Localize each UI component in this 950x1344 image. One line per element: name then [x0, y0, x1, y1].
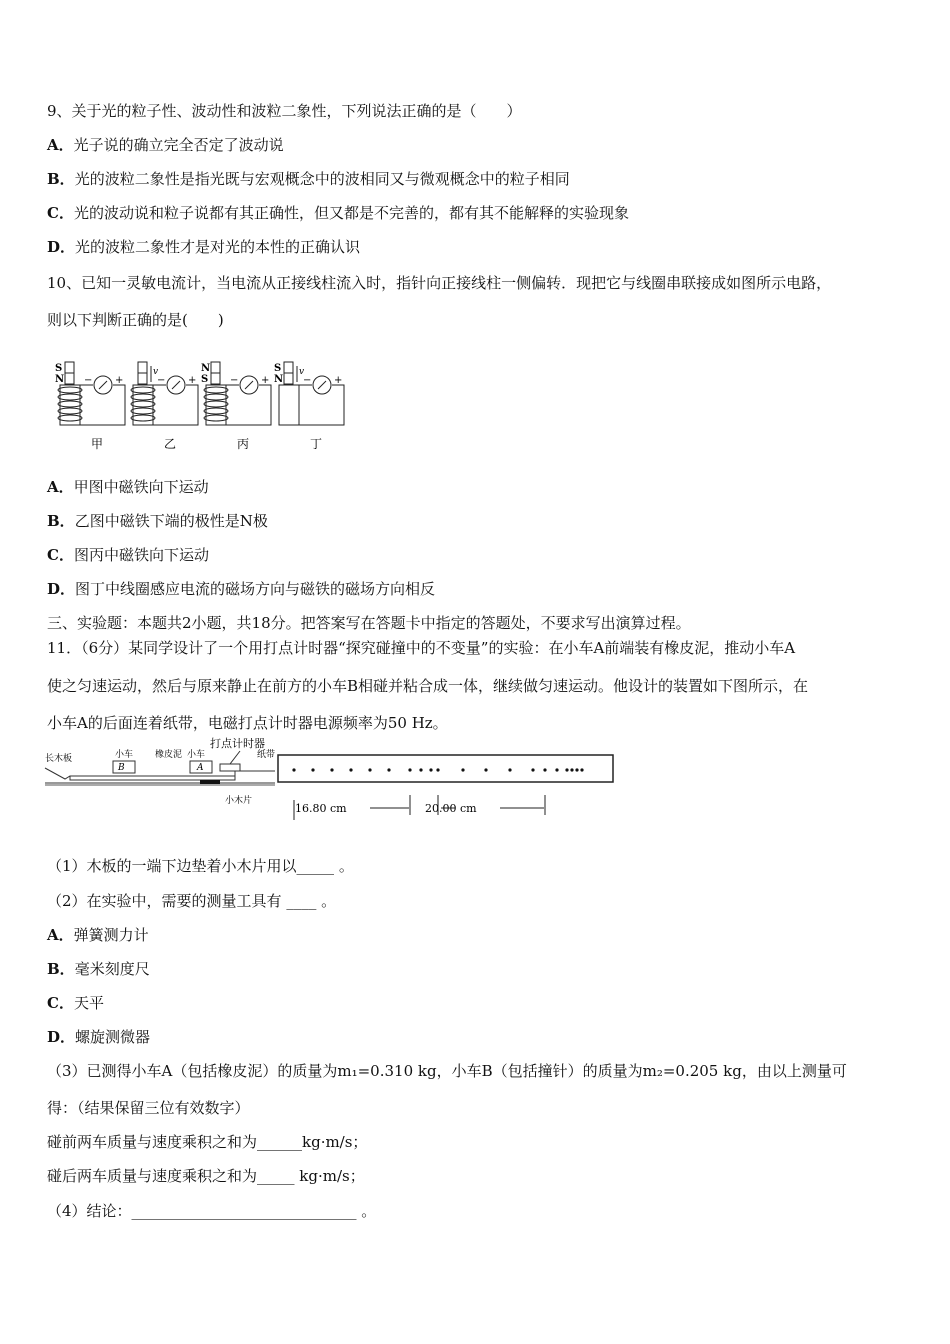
tape-dot: [531, 768, 534, 771]
q11-option-c: [47, 993, 104, 1013]
q11-part-2: （2）在实验中，需要的测量工具有 ____ 。: [47, 892, 337, 910]
distance-2-label: 20.00 cm: [425, 802, 477, 815]
q10-stem-1: 10、已知一灵敏电流计，当电流从正接线柱流入时，指针向正接线柱一侧偏转．现把它与线圈串联接成如图所示电路，: [47, 274, 832, 292]
option-label: A．: [47, 478, 74, 496]
timer-label: 打点计时器: [210, 737, 265, 750]
section-3-heading: 三、实验题：本题共2小题，共18分。把答案写在答题卡中指定的答题处，不要求写出演算过程。: [47, 614, 691, 632]
cart-a-label: 小车: [187, 750, 206, 760]
board-label: 长木板: [45, 754, 73, 764]
minus-terminal: −: [84, 375, 93, 386]
q11-stem-3: 小车A的后面连着纸带，电磁打点计时器电源频率为50 Hz。: [47, 714, 448, 732]
tape-dot: [575, 768, 578, 771]
q11-after-collision: 碰后两车质量与速度乘积之和为_____ kg·m/s；: [47, 1167, 365, 1185]
option-label: B．: [47, 170, 75, 188]
option-text: 图丙中磁铁向下运动: [73, 546, 209, 564]
tape-dot: [555, 768, 558, 771]
tape-dot: [543, 768, 546, 771]
q11-option-a: [47, 925, 149, 945]
plus-terminal: +: [334, 375, 343, 386]
option-text: 弹簧测力计: [73, 926, 149, 944]
tape-dot: [408, 768, 411, 771]
option-text: 甲图中磁铁向下运动: [73, 478, 209, 496]
velocity-label: v: [299, 367, 305, 377]
tape-dot: [484, 768, 487, 771]
cart-b-letter: B: [118, 763, 125, 773]
tape-dot: [508, 768, 511, 771]
tape-label: 纸带: [257, 750, 276, 760]
tape-dot: [429, 768, 432, 771]
option-text: 乙图中磁铁下端的极性是N极: [74, 512, 268, 530]
option-label: C．: [47, 204, 74, 222]
magnet-bottom-pole: S: [201, 374, 209, 385]
tape-dot: [570, 768, 573, 771]
tape-dot: [368, 768, 371, 771]
q9-stem: 9、关于光的粒子性、波动性和波粒二象性，下列说法正确的是（ ）: [47, 102, 522, 120]
putty-label: 橡皮泥: [155, 750, 183, 760]
minus-terminal: −: [303, 375, 312, 386]
q11-option-d: [47, 1027, 150, 1047]
block-label: 小木片: [225, 796, 253, 806]
magnet-top-pole: N: [201, 363, 211, 374]
cart-b-label: 小车: [115, 750, 134, 760]
q11-option-b: [47, 959, 150, 979]
tape-dot: [311, 768, 314, 771]
plus-terminal: +: [188, 375, 197, 386]
option-label: A．: [47, 136, 74, 154]
q11-stem-2: 使之匀速运动，然后与原来静止在前方的小车B相碰并粘合成一体，继续做匀速运动。他设计的装置如下图所示，在: [47, 677, 809, 695]
option-text: 图丁中线圈感应电流的磁场方向与磁铁的磁场方向相反: [75, 580, 436, 598]
panel-caption: 甲: [91, 437, 104, 451]
option-label: A．: [47, 926, 74, 944]
option-text: 光的波动说和粒子说都有其正确性，但又都是不完善的，都有其不能解释的实验现象: [73, 204, 629, 222]
circuit-panel: [131, 362, 198, 451]
tape-dot: [387, 768, 390, 771]
q11-part-1: （1）木板的一端下边垫着小木片用以_____ 。: [47, 857, 354, 875]
q11-before-collision: 碰前两车质量与速度乘积之和为______kg·m/s；: [47, 1133, 368, 1151]
tape-dot: [461, 768, 464, 771]
option-text: 光子说的确立完全否定了波动说: [73, 136, 284, 154]
plus-terminal: +: [115, 375, 124, 386]
tape-dot: [436, 768, 439, 771]
option-label: B．: [47, 960, 75, 978]
q10-option-c: [47, 545, 209, 565]
magnet-top-pole: S: [274, 363, 282, 374]
circuit-panel: [55, 362, 125, 451]
q10-option-d: [47, 579, 435, 599]
option-label: D．: [47, 238, 76, 256]
option-label: D．: [47, 1028, 76, 1046]
minus-terminal: −: [157, 375, 166, 386]
magnet-top-pole: S: [55, 363, 63, 374]
option-text: 天平: [73, 994, 104, 1012]
option-text: 毫米刻度尺: [74, 960, 150, 978]
option-label: B．: [47, 512, 75, 530]
q9-option-d: [47, 237, 360, 257]
distance-1-label: 16.80 cm: [295, 802, 347, 815]
minus-terminal: −: [230, 375, 239, 386]
tape-dot: [580, 768, 583, 771]
panel-caption: 乙: [164, 437, 177, 451]
q11-part-3-note: 得：（结果保留三位有效数字）: [47, 1099, 250, 1117]
option-label: D．: [47, 580, 76, 598]
option-label: C．: [47, 994, 74, 1012]
magnet-bottom-pole: N: [55, 374, 65, 385]
q11-part-4: （4）结论：______________________________ 。: [47, 1202, 377, 1220]
tape-dot: [292, 768, 295, 771]
cart-a-letter: A: [197, 763, 204, 773]
circuit-panel: [274, 362, 344, 451]
q10-stem-2: 则以下判断正确的是( ): [47, 311, 224, 329]
circuit-panel: [201, 362, 271, 451]
tape-dot: [349, 768, 352, 771]
panel-caption: 丁: [310, 437, 323, 451]
tape-dot: [565, 768, 568, 771]
q10-option-b: [47, 511, 268, 531]
q11-part-3: （3）已测得小车A（包括橡皮泥）的质量为m₁=0.310 kg，小车B（包括撞针）的质量为m₂=0.205 kg，由以上测量可: [47, 1062, 847, 1080]
option-text: 光的波粒二象性才是对光的本性的正确认识: [75, 238, 361, 256]
plus-terminal: +: [261, 375, 270, 386]
q9-option-a: [47, 135, 284, 155]
q11-apparatus-figure: [45, 737, 620, 827]
option-text: 螺旋测微器: [75, 1028, 151, 1046]
panel-caption: 丙: [237, 437, 250, 451]
tape-dot: [330, 768, 333, 771]
tape-dot: [419, 768, 422, 771]
velocity-label: v: [153, 367, 159, 377]
q10-circuit-figure: [55, 358, 355, 456]
q10-option-a: [47, 477, 209, 497]
q11-stem-1: 11．（6分）某同学设计了一个用打点计时器“探究碰撞中的不变量”的实验：在小车A前端装有橡皮泥，推动小车A: [47, 639, 796, 657]
option-text: 光的波粒二象性是指光既与宏观概念中的波相同又与微观概念中的粒子相同: [74, 170, 570, 188]
q9-option-b: [47, 169, 570, 189]
magnet-bottom-pole: N: [274, 374, 284, 385]
q9-option-c: [47, 203, 629, 223]
option-label: C．: [47, 546, 74, 564]
